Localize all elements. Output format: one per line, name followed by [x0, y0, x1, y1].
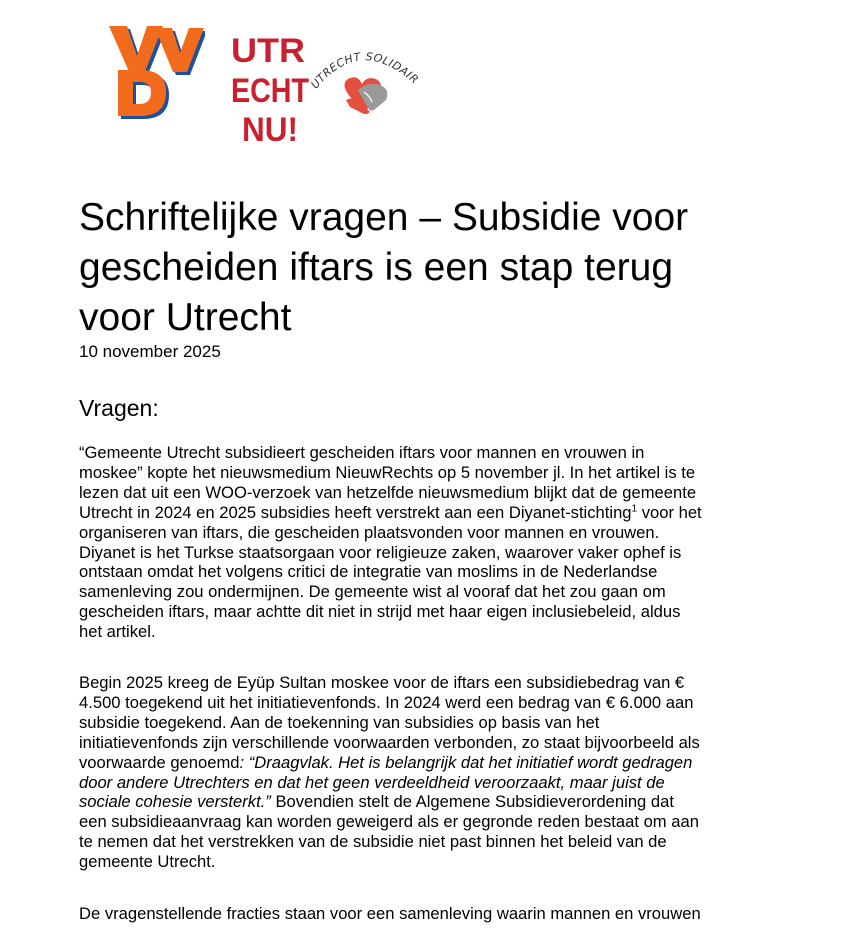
paragraph-2-line: 4.500 toegekend uit het initiatievenfonds. In 2024 werd een bedrag van € 6.000 aan	[79, 692, 694, 712]
paragraph-3	[79, 904, 789, 924]
paragraph-2-line: gemeente Utrecht.	[79, 852, 216, 872]
paragraph-2-line-quote-end	[79, 792, 789, 812]
paragraph-1-line: ontstaan omdat het volgens critici de integratie van moslims in de Nederlandse	[79, 562, 658, 582]
paragraph-2-line: initiatievenfonds zijn verschillende voorwaarden verbonden, zo staat bijvoorbeeld als	[79, 732, 700, 752]
paragraph-1-line: “Gemeente Utrecht subsidieert gescheiden iftars voor mannen en vrouwen in	[79, 443, 645, 462]
paragraph-1-line-text: voor het	[637, 502, 702, 522]
paragraph-1-line: organiseren van iftars, die gescheiden plaatsvonden voor mannen en vrouwen.	[79, 522, 660, 542]
paragraph-1-line: moskee” kopte het nieuwsmedium NieuwRechts op 5 november jl. In het artikel is te	[79, 462, 696, 482]
handshake-heart-icon	[344, 77, 387, 114]
utrecht-nu-line-3: NU!	[242, 111, 298, 146]
paragraph-2-line: te nemen dat het verstrekken van de subsidie niet past binnen het beleid van de	[79, 832, 667, 852]
section-heading-vragen: Vragen:	[79, 395, 159, 421]
paragraph-1-line: het artikel.	[79, 622, 156, 642]
document-title-line-1: Schriftelijke vragen – Subsidie voor	[79, 196, 689, 239]
document-date: 10 november 2025	[79, 342, 221, 361]
solidair-wordmark: UTRECHT SOLIDAIR	[308, 50, 422, 92]
paragraph-1-line-text: Utrecht in 2024 en 2025 subsidies heeft verstrekt aan een Diyanet-stichting	[79, 502, 632, 522]
paragraph-1-line-with-footnote	[79, 503, 789, 523]
paragraph-2-line: subsidie toegekend. Aan de toekenning van subsidies op basis van het	[79, 712, 600, 732]
paragraph-2-line: Begin 2025 kreeg de Eyüp Sultan moskee voor de iftars een subsidiebedrag van €	[79, 673, 685, 692]
quoted-condition-text: : “Draagvlak. Het is belangrijk dat het initiatief wordt gedragen	[239, 752, 693, 772]
paragraph-1-line: samenleving zou ondermijnen. De gemeente wist al vooraf dat het zou gaan om	[79, 582, 666, 602]
paragraph-1	[79, 443, 789, 642]
logo-header	[0, 0, 848, 160]
paragraph-2-line: een subsidieaanvraag kan worden geweigerd als er gegronde reden bestaat om aan	[79, 812, 699, 832]
footnote-marker: 1	[631, 503, 638, 515]
paragraph-1-line: Diyanet is het Turkse staatsorgaan voor religieuze zaken, waarover vaker ophef is	[79, 542, 682, 562]
paragraph-2-text: Bovendien stelt de Algemene Subsidieverordening dat	[270, 792, 674, 812]
quoted-condition-text: sociale cohesie versterkt.”	[79, 792, 271, 812]
paragraph-1-line: gescheiden iftars, maar achtte dit niet in strijd met haar eigen inclusiebeleid, aldus	[79, 602, 681, 622]
paragraph-2	[79, 673, 789, 872]
utrecht-nu-line-2: ECHT	[231, 72, 310, 110]
vvd-logo	[100, 20, 205, 120]
document-title-line-3: voor Utrecht	[79, 296, 292, 339]
document-title-line-2: gescheiden iftars is een stap terug	[79, 246, 674, 289]
utrecht-nu-line-1: UTR	[231, 32, 305, 70]
paragraph-3-line: De vragenstellende fracties staan voor een samenleving waarin mannen en vrouwen	[79, 904, 701, 923]
paragraph-2-text: voorwaarde genoemd	[79, 752, 240, 772]
paragraph-1-line: lezen dat uit een WOO-verzoek van hetzelfde nieuwsmedium blijkt dat de gemeente	[79, 482, 697, 502]
utrecht-solidair-logo	[300, 40, 422, 136]
quoted-condition-text: door andere Utrechters en dat het geen verdeeldheid veroorzaakt, maar juist de	[79, 772, 665, 792]
vvd-logo-letters	[109, 26, 205, 119]
document-title	[79, 193, 799, 343]
paragraph-2-line-quote-start	[79, 753, 789, 773]
